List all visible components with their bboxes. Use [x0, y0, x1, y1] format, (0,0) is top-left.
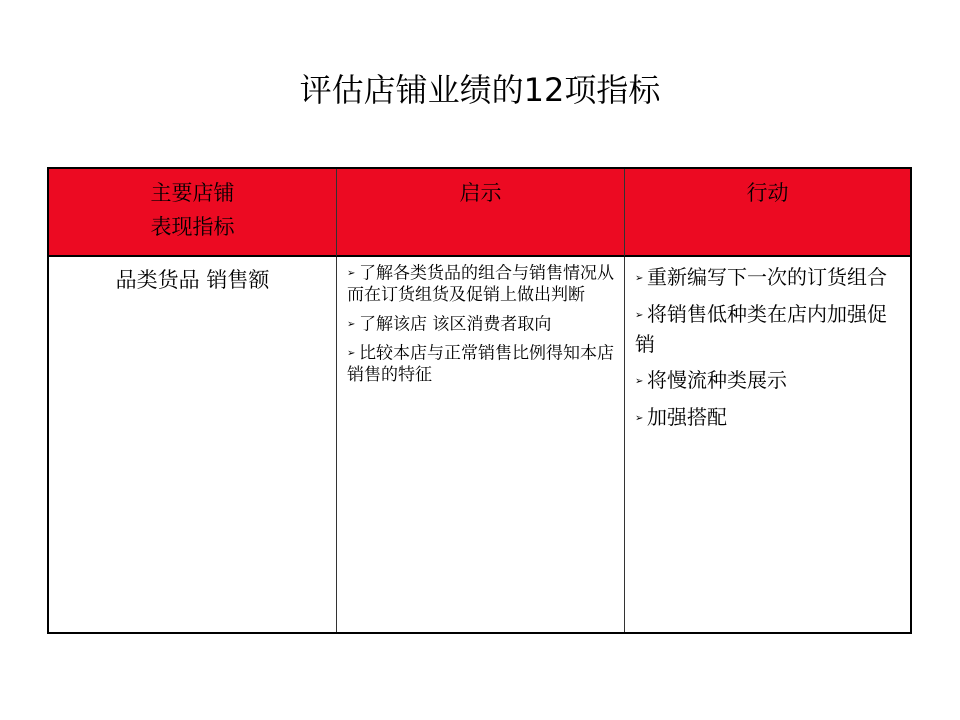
- arrowhead-bullet-icon: ➢: [347, 318, 356, 330]
- insight-list: [347, 263, 616, 386]
- indicator-text: 品类货品 销售额: [115, 268, 270, 292]
- insight-text: 了解各类货品的组合与销售情况从而在订货组货及促销上做出判断: [347, 263, 614, 305]
- header-cell-indicator: [49, 169, 337, 257]
- action-text: 重新编写下一次的订货组合: [647, 265, 887, 289]
- indicator-table: [47, 167, 912, 634]
- arrowhead-bullet-icon: ➢: [635, 310, 644, 321]
- header-insight: 启示: [459, 181, 502, 205]
- header-indicator-line-1: 主要店铺: [150, 181, 235, 205]
- action-list: [635, 263, 902, 433]
- header-cell-action: [625, 169, 910, 257]
- insight-text: 了解该店 该区消费者取向: [359, 314, 552, 334]
- action-text: 将慢流种类展示: [647, 368, 787, 392]
- arrowhead-bullet-icon: ➢: [635, 273, 644, 284]
- arrowhead-bullet-icon: ➢: [635, 413, 644, 424]
- header-action: 行动: [746, 181, 789, 205]
- action-text: 加强搭配: [647, 405, 727, 429]
- action-cell: [625, 257, 910, 632]
- action-item: [635, 300, 902, 359]
- action-item: [635, 263, 902, 293]
- insight-item: [347, 263, 616, 306]
- arrowhead-bullet-icon: ➢: [347, 348, 356, 359]
- header-cell-insight: [337, 169, 625, 257]
- slide-title: 评估店铺业绩的12项指标: [299, 71, 661, 109]
- action-item: [635, 403, 902, 433]
- insight-cell: [337, 257, 625, 632]
- indicator-cell: [49, 257, 337, 632]
- action-item: [635, 366, 902, 396]
- header-indicator-line-2: 表现指标: [150, 215, 235, 239]
- arrowhead-bullet-icon: ➢: [347, 268, 356, 279]
- action-text: 将销售低种类在店内加强促销: [635, 302, 887, 356]
- insight-item: [347, 314, 616, 336]
- insight-text: 比较本店与正常销售比例得知本店销售的特征: [347, 343, 614, 385]
- arrowhead-bullet-icon: ➢: [635, 376, 644, 387]
- insight-item: [347, 343, 616, 386]
